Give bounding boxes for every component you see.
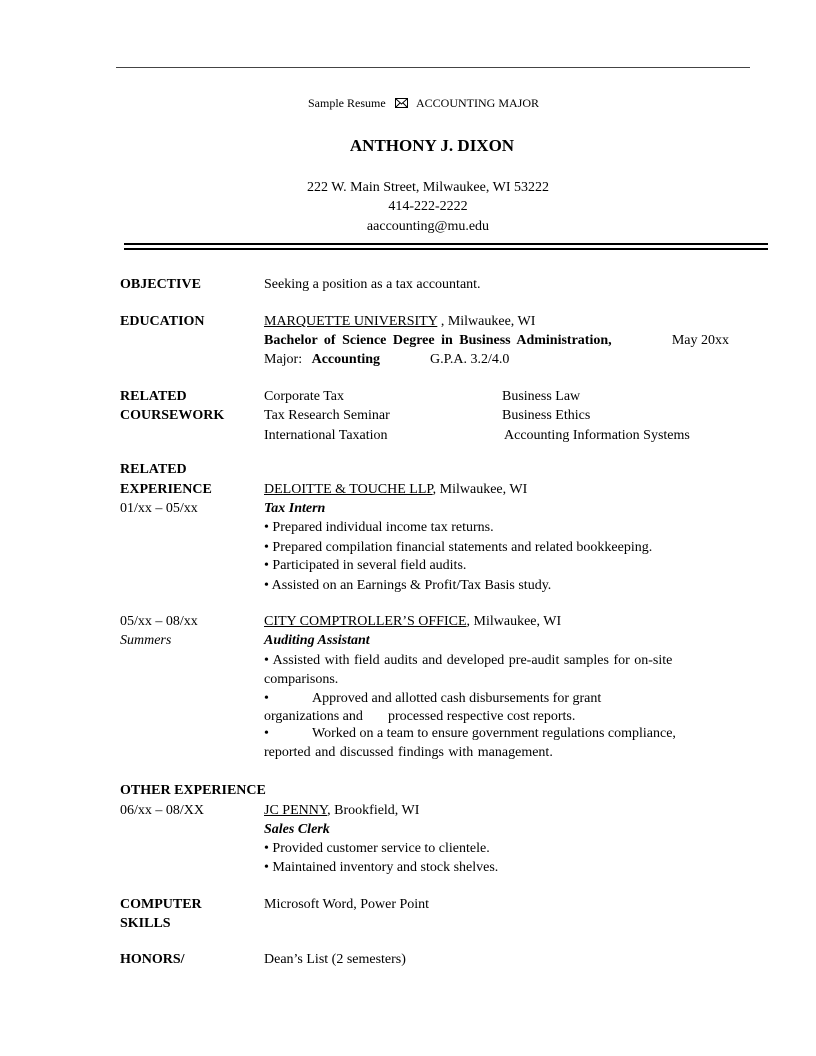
document-header xyxy=(308,96,539,112)
experience-heading-line2: EXPERIENCE xyxy=(120,482,212,497)
job2-employer-line xyxy=(264,612,561,631)
other-title: Sales Clerk xyxy=(264,822,330,837)
job1-bullet: • Prepared individual income tax returns. xyxy=(264,520,494,535)
job1-bullet: • Participated in several field audits. xyxy=(264,558,467,573)
major-label-text: Major: xyxy=(264,352,303,367)
major-value: Accounting xyxy=(311,352,381,367)
objective-text: Seeking a position as a tax accountant. xyxy=(264,277,481,292)
header-divider-top xyxy=(124,243,768,245)
other-bullet: • Maintained inventory and stock shelves. xyxy=(264,860,499,875)
envelope-icon xyxy=(395,97,408,112)
degree-date: May 20xx xyxy=(671,333,729,348)
job2-bullet2-line2a: organizations and xyxy=(264,709,363,724)
job1-dates: 01/xx – 05/xx xyxy=(120,501,198,516)
degree-line xyxy=(264,331,729,350)
job2-bullet1-line2: comparisons. xyxy=(264,672,339,687)
job1-employer-line xyxy=(264,480,527,499)
degree: Bachelor of Science Degree in Business Administration, xyxy=(264,333,612,348)
candidate-name: ANTHONY J. DIXON xyxy=(349,136,515,155)
job2-bullet3-line1: Worked on a team to ensure government regulations compliance, xyxy=(312,726,676,741)
coursework-heading-line1: RELATED xyxy=(120,389,187,404)
job2-note: Summers xyxy=(120,633,172,648)
other-employer-line xyxy=(264,801,419,820)
honors-text: Dean’s List (2 semesters) xyxy=(264,952,406,967)
school-name: MARQUETTE UNIVERSITY xyxy=(264,314,438,329)
header-divider-bottom xyxy=(124,248,768,250)
school-location: , Milwaukee, WI xyxy=(437,314,536,329)
course-item: Business Law xyxy=(502,389,581,404)
job1-location: , Milwaukee, WI xyxy=(432,482,528,497)
course-item: International Taxation xyxy=(264,428,388,443)
job2-bullet3-line2: reported and discussed findings with management. xyxy=(264,745,553,760)
other-dates: 06/xx – 08/XX xyxy=(120,803,204,818)
phone: 414-222-2222 xyxy=(388,199,468,214)
other-employer: JC PENNY xyxy=(264,803,328,818)
major-label: ACCOUNTING MAJOR xyxy=(416,96,540,110)
job2-dates: 05/xx – 08/xx xyxy=(120,614,198,629)
address: 222 W. Main Street, Milwaukee, WI 53222 xyxy=(307,180,549,195)
gpa: G.P.A. 3.2/4.0 xyxy=(430,352,510,367)
skills-text: Microsoft Word, Power Point xyxy=(264,897,430,912)
job1-bullet: • Prepared compilation financial statements and related bookkeeping. xyxy=(264,540,653,555)
course-item: Business Ethics xyxy=(502,408,591,423)
job2-title: Auditing Assistant xyxy=(264,633,370,648)
email: aaccounting@mu.edu xyxy=(366,219,490,234)
course-item: Tax Research Seminar xyxy=(264,408,390,423)
major-line xyxy=(264,350,380,369)
other-location: , Brookfield, WI xyxy=(327,803,420,818)
course-item: Corporate Tax xyxy=(264,389,345,404)
honors-heading: HONORS/ xyxy=(120,952,185,967)
job2-bullet2-line1: Approved and allotted cash disbursements for grant xyxy=(312,691,602,706)
job2-bullet1-line1: • Assisted with field audits and developed pre-audit samples for on-site xyxy=(264,653,673,668)
other-bullet: • Provided customer service to clientele. xyxy=(264,841,490,856)
other-experience-heading: OTHER EXPERIENCE xyxy=(120,783,266,798)
job2-location: , Milwaukee, WI xyxy=(466,614,562,629)
education-school-line xyxy=(264,312,535,331)
job1-bullet: • Assisted on an Earnings & Profit/Tax Basis study. xyxy=(264,578,552,593)
course-item: Accounting Information Systems xyxy=(504,428,690,443)
job2-bullet2-line2b: processed respective cost reports. xyxy=(388,709,576,724)
top-rule xyxy=(116,67,750,68)
experience-heading-line1: RELATED xyxy=(120,462,187,477)
job2-bullet3-marker: • xyxy=(264,726,269,741)
objective-heading: OBJECTIVE xyxy=(120,277,201,292)
job1-employer: DELOITTE & TOUCHE LLP xyxy=(264,482,433,497)
coursework-heading-line2: COURSEWORK xyxy=(120,408,225,423)
job2-employer: CITY COMPTROLLER’S OFFICE xyxy=(264,614,467,629)
education-heading: EDUCATION xyxy=(120,314,205,329)
skills-heading-line2: SKILLS xyxy=(120,916,171,931)
job1-title: Tax Intern xyxy=(264,501,326,516)
sample-resume-label: Sample Resume xyxy=(308,96,386,110)
job2-bullet2-marker: • xyxy=(264,691,269,706)
skills-heading-line1: COMPUTER xyxy=(120,897,202,912)
